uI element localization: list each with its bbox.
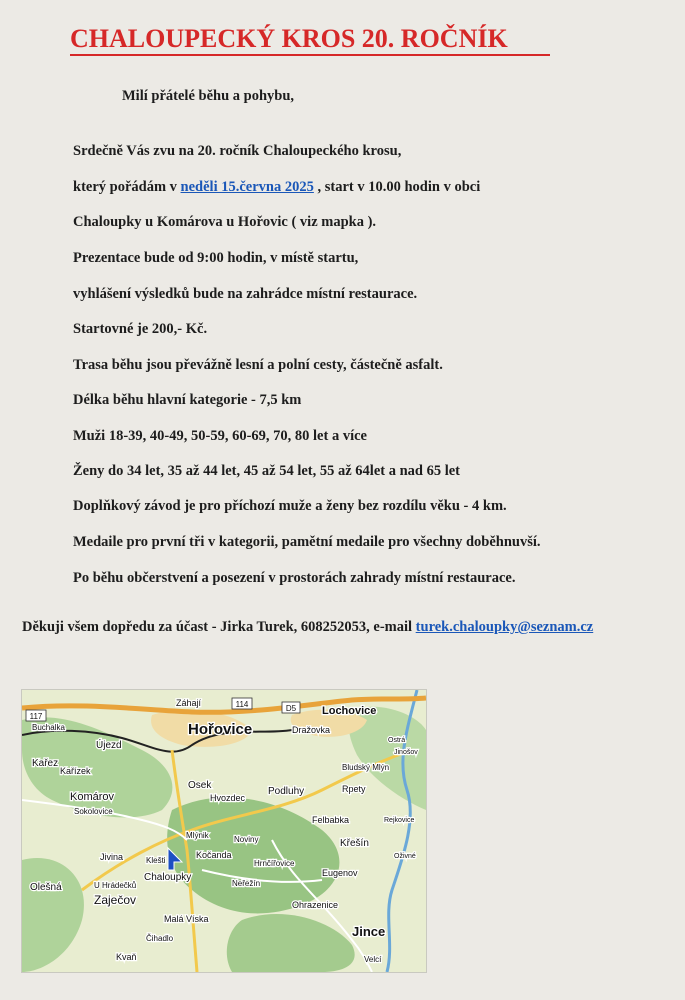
greeting: Milí přátelé běhu a pohybu, — [122, 88, 295, 104]
text-line: Srdečně Vás zvu na 20. ročník Chaloupeckého krosu, — [73, 143, 402, 159]
map-label: Jinošov — [394, 749, 418, 756]
map-label: Újezd — [96, 740, 122, 751]
road-number-badge — [26, 710, 46, 721]
text-line: Muži 18-39, 40-49, 50-59, 60-69, 70, 80 let a více — [73, 428, 367, 444]
map-label: Čihadlo — [146, 934, 174, 943]
map-label: Neřežín — [232, 879, 261, 888]
map-label: Velcí — [364, 955, 382, 964]
map-label: Lochovice — [322, 705, 377, 717]
text-line-date — [73, 178, 480, 196]
location-map — [22, 690, 426, 972]
text-line: Prezentace bude od 9:00 hodin, v místě startu, — [73, 250, 359, 266]
map-label: Kvaň — [116, 952, 137, 962]
map-label: Mlýnik — [186, 831, 209, 840]
map-label: Hvozdec — [210, 793, 246, 803]
map-label: Záhají — [176, 698, 202, 708]
map-label: Hrnčířovice — [254, 859, 295, 868]
text-line: Po běhu občerstvení a posezení v prostorách zahrady místní restaurace. — [73, 570, 516, 586]
map-label: Ostrá — [388, 737, 406, 744]
map-graphic — [22, 690, 426, 972]
text-fragment: který pořádám v — [73, 179, 181, 195]
map-label: Oživné — [394, 853, 416, 860]
map-label: Kočanda — [196, 850, 232, 860]
road-number-badge — [282, 702, 300, 713]
text-line: Startovné je 200,- Kč. — [73, 321, 208, 337]
text-line: Délka běhu hlavní kategorie - 7,5 km — [73, 392, 302, 408]
map-label: Eugenov — [322, 868, 358, 878]
text-line: vyhlášení výsledků bude na zahrádce místní restaurace. — [73, 286, 418, 302]
contact-line — [22, 619, 593, 636]
map-label: Felbabka — [312, 815, 350, 825]
text-line: Ženy do 34 let, 35 až 44 let, 45 až 54 let, 55 až 64let a nad 65 let — [73, 463, 461, 479]
map-label: Ohrazenice — [292, 900, 339, 910]
map-label: Zaječov — [94, 893, 137, 907]
contact-text: Děkuji všem dopředu za účast - Jirka Turek, 608252053, e-mail — [22, 619, 416, 635]
map-label: Noviny — [234, 835, 259, 844]
text-line: Medaile pro první tři v kategorii, pamětní medaile pro všechny doběhnuvší. — [73, 534, 541, 550]
text-fragment: , start v 10.00 hodin v obci — [313, 179, 481, 195]
road-number: D5 — [285, 704, 297, 713]
road-number: 117 — [29, 712, 43, 721]
road-number: 114 — [235, 700, 249, 709]
map-label: Klešti — [146, 856, 166, 865]
map-label: Dražovka — [292, 725, 331, 735]
map-label: Křešín — [340, 838, 369, 849]
map-label: Hořovice — [188, 721, 253, 738]
map-label: Bludský Mlýn — [342, 763, 390, 772]
map-label: Osek — [188, 780, 212, 791]
text-line: Doplňkový závod je pro příchozí muže a ženy bez rozdílu věku - 4 km. — [73, 498, 507, 514]
text-line: Chaloupky u Komárova u Hořovic ( viz mapka ). — [73, 214, 377, 230]
map-label: Kařízek — [60, 766, 91, 776]
map-label: Komárov — [70, 791, 115, 803]
map-label: Rejkovice — [384, 817, 415, 824]
map-label: Rpety — [342, 784, 366, 794]
map-label: Malá Víska — [164, 914, 209, 924]
map-label: Jivina — [100, 852, 124, 862]
map-label: Chaloupky — [144, 872, 192, 883]
date-link[interactable]: neděli 15.června 2025 — [180, 179, 314, 195]
email-link[interactable]: turek.chaloupky@seznam.cz — [415, 619, 594, 635]
map-label: Jince — [352, 924, 386, 939]
road-number-badge — [232, 698, 252, 709]
map-label: U Hrádečků — [94, 881, 137, 890]
map-label: Sokolovice — [74, 807, 113, 816]
map-label: Kařez — [32, 758, 59, 769]
map-label: Olešná — [30, 882, 62, 893]
text-line: Trasa běhu jsou převážně lesní a polní cesty, částečně asfalt. — [73, 357, 443, 373]
page-title: CHALOUPECKÝ KROS 20. ROČNÍK — [70, 24, 550, 56]
map-label: Podluhy — [268, 786, 305, 797]
map-label: Buchalka — [32, 723, 65, 732]
